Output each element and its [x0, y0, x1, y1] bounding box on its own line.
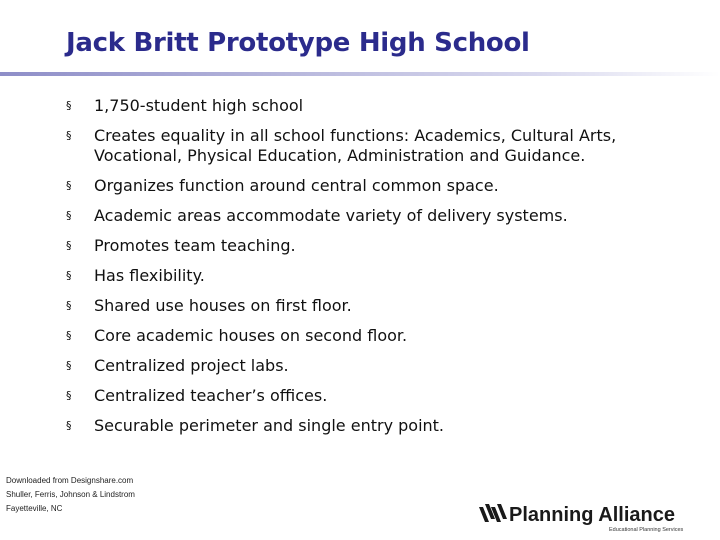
bullet-marker-icon: § [66, 99, 72, 112]
bullet-marker-icon: § [66, 179, 72, 192]
bullet-item [66, 386, 686, 406]
credit-line: Shuller, Ferris, Johnson & Lindstrom [6, 490, 135, 499]
bullet-item [66, 356, 686, 376]
planning-alliance-logo [478, 500, 710, 536]
credit-line: Downloaded from Designshare.com [6, 476, 134, 485]
bullet-item [66, 176, 686, 196]
bullet-item [66, 126, 686, 166]
bullet-text: Centralized teacher’s offices. [94, 386, 328, 405]
bullet-text: Has flexibility. [94, 266, 205, 285]
bullet-item [66, 236, 686, 256]
credit-line: Fayetteville, NC [6, 504, 63, 513]
bullet-item [66, 296, 686, 316]
bullet-marker-icon: § [66, 239, 72, 252]
bullet-marker-icon: § [66, 389, 72, 402]
bullet-marker-icon: § [66, 209, 72, 222]
logo-tagline: Educational Planning Services [609, 527, 684, 533]
bullet-text: Centralized project labs. [94, 356, 289, 375]
slide-title: Jack Britt Prototype High School [66, 28, 530, 58]
bullet-text: Shared use houses on first floor. [94, 296, 352, 315]
bullet-marker-icon: § [66, 329, 72, 342]
planning-alliance-mark-icon [478, 500, 510, 526]
bullet-marker-icon: § [66, 419, 72, 432]
bullet-item [66, 326, 686, 346]
bullet-text: Securable perimeter and single entry point. [94, 416, 445, 435]
footer-credit [6, 474, 135, 516]
bullet-text: Core academic houses on second floor. [94, 326, 408, 345]
bullet-item [66, 206, 686, 226]
bullet-marker-icon: § [66, 269, 72, 282]
bullet-item [66, 416, 686, 436]
bullet-item [66, 266, 686, 286]
bullet-text: Promotes team teaching. [94, 236, 296, 255]
bullet-text: 1,750-student high school [94, 96, 304, 115]
logo-wordmark: Planning Alliance [509, 504, 675, 526]
title-divider [0, 72, 720, 76]
bullet-text: Organizes function around central common space. [94, 176, 499, 195]
bullet-item [66, 96, 686, 116]
bullet-marker-icon: § [66, 129, 72, 142]
bullet-marker-icon: § [66, 299, 72, 312]
bullet-list [66, 96, 686, 446]
bullet-text: Creates equality in all school functions: Academics, Cultural Arts, Vocational, Physical Education, Administration and Guidance. [94, 126, 617, 165]
bullet-marker-icon: § [66, 359, 72, 372]
bullet-text: Academic areas accommodate variety of delivery systems. [94, 206, 568, 225]
